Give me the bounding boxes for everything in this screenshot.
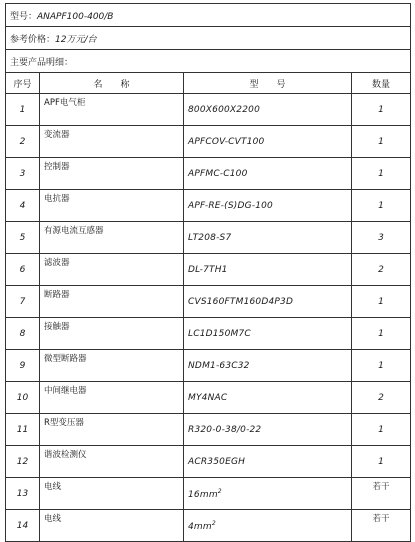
row-qty: 3 bbox=[352, 222, 411, 254]
price-value: 12万元/台 bbox=[55, 34, 97, 45]
row-qty: 1 bbox=[352, 94, 411, 126]
table-row bbox=[6, 190, 411, 222]
row-qty: 1 bbox=[352, 126, 411, 158]
row-model bbox=[184, 478, 352, 510]
row-name: 断路器 bbox=[40, 286, 184, 318]
row-no: 2 bbox=[6, 126, 40, 158]
row-name: 中间继电器 bbox=[40, 382, 184, 414]
row-model: MY4NAC bbox=[184, 382, 352, 414]
row-name: 电抗器 bbox=[40, 190, 184, 222]
row-name: 滤波器 bbox=[40, 254, 184, 286]
table-row bbox=[6, 222, 411, 254]
row-no: 5 bbox=[6, 222, 40, 254]
row-qty: 1 bbox=[352, 190, 411, 222]
row-name: 谐波检测仪 bbox=[40, 446, 184, 478]
row-no: 3 bbox=[6, 158, 40, 190]
model-cell bbox=[6, 4, 411, 27]
row-no: 9 bbox=[6, 350, 40, 382]
table-row bbox=[6, 414, 411, 446]
row-no: 6 bbox=[6, 254, 40, 286]
detail-label: 主要产品明细： bbox=[10, 57, 74, 68]
header-no: 序号 bbox=[6, 73, 40, 94]
row-no: 10 bbox=[6, 382, 40, 414]
row-no: 12 bbox=[6, 446, 40, 478]
row-model: R320-0-38/0-22 bbox=[184, 414, 352, 446]
table-header-row bbox=[6, 73, 411, 94]
table-row bbox=[6, 126, 411, 158]
row-name: R型变压器 bbox=[40, 414, 184, 446]
price-cell bbox=[6, 27, 411, 50]
price-label: 参考价格： bbox=[10, 34, 56, 45]
row-no: 11 bbox=[6, 414, 40, 446]
table-row bbox=[6, 94, 411, 126]
row-model: LT208-S7 bbox=[184, 222, 352, 254]
table-row bbox=[6, 510, 411, 542]
model-value: ANAPF100-400/B bbox=[37, 11, 114, 22]
header-qty: 数量 bbox=[352, 73, 411, 94]
row-model: APF-RE-(S)DG-100 bbox=[184, 190, 352, 222]
detail-line bbox=[6, 50, 411, 73]
row-qty: 1 bbox=[352, 350, 411, 382]
row-model: CVS160FTM160D4P3D bbox=[184, 286, 352, 318]
row-model: APFCOV-CVT100 bbox=[184, 126, 352, 158]
row-no: 4 bbox=[6, 190, 40, 222]
row-qty: 1 bbox=[352, 158, 411, 190]
row-qty: 2 bbox=[352, 382, 411, 414]
row-name: APF电气柜 bbox=[40, 94, 184, 126]
header-model: 型 号 bbox=[184, 73, 352, 94]
row-qty: 2 bbox=[352, 254, 411, 286]
header-name: 名 称 bbox=[40, 73, 184, 94]
row-model: DL-7TH1 bbox=[184, 254, 352, 286]
row-no: 7 bbox=[6, 286, 40, 318]
row-qty: 1 bbox=[352, 414, 411, 446]
row-model: APFMC-C100 bbox=[184, 158, 352, 190]
row-model-exponent: 2 bbox=[217, 487, 222, 495]
row-name: 微型断路器 bbox=[40, 350, 184, 382]
table-row bbox=[6, 158, 411, 190]
row-model: LC1D150M7C bbox=[184, 318, 352, 350]
row-qty: 1 bbox=[352, 286, 411, 318]
row-model-base: 4mm bbox=[188, 521, 212, 532]
row-name: 控制器 bbox=[40, 158, 184, 190]
row-model: NDM1-63C32 bbox=[184, 350, 352, 382]
table-row bbox=[6, 254, 411, 286]
row-name: 电线 bbox=[40, 478, 184, 510]
row-name: 变流器 bbox=[40, 126, 184, 158]
table-row bbox=[6, 478, 411, 510]
row-name: 接触器 bbox=[40, 318, 184, 350]
detail-cell bbox=[6, 50, 411, 73]
row-no: 13 bbox=[6, 478, 40, 510]
row-model: ACR350EGH bbox=[184, 446, 352, 478]
row-qty: 1 bbox=[352, 318, 411, 350]
row-model-base: 16mm bbox=[188, 489, 218, 500]
row-model: 800X600X2200 bbox=[184, 94, 352, 126]
table-row bbox=[6, 382, 411, 414]
row-no: 1 bbox=[6, 94, 40, 126]
row-name: 有源电流互感器 bbox=[40, 222, 184, 254]
row-qty: 若干 bbox=[352, 478, 411, 510]
row-no: 8 bbox=[6, 318, 40, 350]
row-qty: 1 bbox=[352, 446, 411, 478]
row-model-exponent: 2 bbox=[211, 519, 216, 527]
table-row bbox=[6, 446, 411, 478]
row-no: 14 bbox=[6, 510, 40, 542]
spec-table bbox=[5, 3, 411, 542]
model-label: 型号： bbox=[10, 11, 38, 22]
model-line bbox=[6, 4, 411, 27]
equipment-spec-sheet bbox=[5, 3, 410, 532]
row-qty: 若干 bbox=[352, 510, 411, 542]
row-model bbox=[184, 510, 352, 542]
table-row bbox=[6, 350, 411, 382]
row-name: 电线 bbox=[40, 510, 184, 542]
table-row bbox=[6, 286, 411, 318]
table-row bbox=[6, 318, 411, 350]
price-line bbox=[6, 27, 411, 50]
